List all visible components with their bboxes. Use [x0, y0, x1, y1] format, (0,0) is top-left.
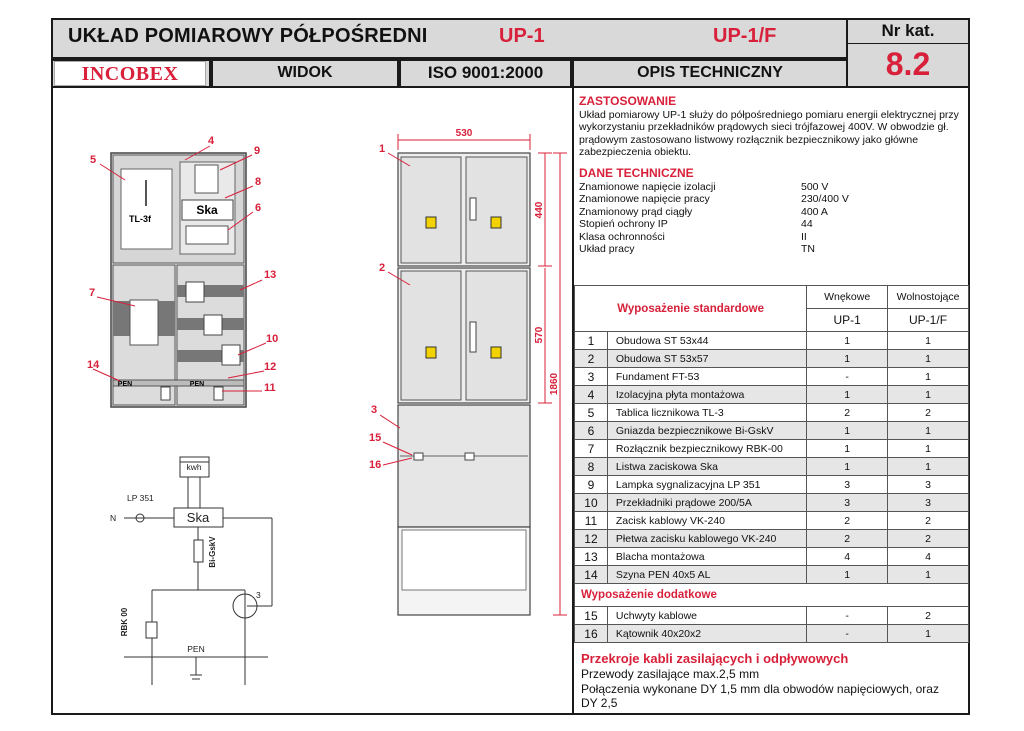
row-qty-b: 1 [888, 386, 969, 404]
row-qty-b: 2 [888, 512, 969, 530]
row-qty-a: 4 [807, 548, 888, 566]
schem-n: N [110, 513, 117, 523]
spec-label: Znamionowy prąd ciągły [579, 205, 693, 218]
row-number: 1 [575, 332, 608, 350]
catalog-value: 8.2 [885, 46, 931, 82]
row-name: Gniazda bezpiecznikowe Bi-GskV [607, 422, 806, 440]
row-number: 3 [575, 368, 608, 386]
ska-label: Ska [196, 203, 218, 217]
row-name: Rozłącznik bezpiecznikowy RBK-00 [607, 440, 806, 458]
row-qty-a: 1 [807, 386, 888, 404]
incobex-logo: INCOBEX [54, 61, 206, 86]
row-number: 14 [575, 566, 608, 584]
row-name: Izolacyjna płyta montażowa [607, 386, 806, 404]
row-number: 2 [575, 350, 608, 368]
row-name: Blacha montażowa [607, 548, 806, 566]
row-name: Fundament FT-53 [607, 368, 806, 386]
spec-value: 44 [801, 218, 813, 231]
callout-10: 10 [266, 333, 279, 345]
row-qty-a: 3 [807, 476, 888, 494]
row-number: 7 [575, 440, 608, 458]
row-qty-b: 2 [888, 530, 969, 548]
spec-value: II [801, 230, 807, 243]
row-qty-b: 1 [888, 458, 969, 476]
usage-text: Układ pomiarowy UP-1 służy do półpośredniego pomiaru energii elektrycznej przy wykorzystaniu przekładników prądowych sieci trójfazowej 400V. W obwodzie gł. prądowym zastosowano listwowy rozłącznik bezpiecznikowy jako główne zabezpieczenia obiektu. [579, 109, 959, 158]
callout-16: 16 [369, 459, 382, 471]
row-qty-b: 4 [888, 548, 969, 566]
pen-label: PEN [189, 381, 205, 388]
row-qty-b: 3 [888, 476, 969, 494]
spec-label: Znamionowe napięcie pracy [579, 193, 710, 206]
row-number: 16 [575, 625, 608, 643]
row-qty-b: 1 [888, 332, 969, 350]
cables-line: Przewody zasilające max.2,5 mm [581, 667, 760, 681]
dim-width: 530 [455, 128, 473, 139]
row-qty-b: 3 [888, 494, 969, 512]
col-b: UP-1/F [888, 309, 969, 332]
model-up1: UP-1 [499, 25, 545, 47]
col-a-top: Wnękowe [807, 286, 888, 309]
dim-570: 570 [534, 326, 545, 344]
standard-title: Wyposażenie standardowe [575, 286, 807, 332]
spec-value: 400 A [801, 205, 828, 218]
callout-13: 13 [264, 269, 277, 281]
row-qty-a: - [807, 368, 888, 386]
schem-3: 3 [256, 590, 261, 600]
row-qty-b: 1 [888, 440, 969, 458]
usage-title: ZASTOSOWANIE [579, 94, 677, 108]
row-qty-a: 1 [807, 440, 888, 458]
callout-7: 7 [89, 287, 96, 299]
schem-kwh: kwh [186, 462, 202, 472]
extra-title: Wyposażenie dodatkowe [575, 584, 969, 607]
row-qty-b: 2 [888, 607, 969, 625]
desc-label: OPIS TECHNICZNY [637, 64, 783, 81]
row-name: Obudowa ST 53x57 [607, 350, 806, 368]
schem-pen: PEN [187, 644, 205, 654]
callout-1: 1 [379, 143, 386, 155]
row-qty-a: 1 [807, 566, 888, 584]
schem-bi: Bi-GskV [208, 536, 217, 568]
row-name: Listwa zaciskowa Ska [607, 458, 806, 476]
callout-3: 3 [371, 404, 378, 416]
col-a: UP-1 [807, 309, 888, 332]
callout-2: 2 [379, 262, 386, 274]
pen-label: PEN [117, 381, 133, 388]
spec-value: TN [801, 243, 815, 256]
callout-5: 5 [90, 154, 97, 166]
schem-lp: LP 351 [127, 493, 154, 503]
model-up1f: UP-1/F [713, 25, 777, 47]
cabinet-view [398, 153, 530, 615]
view-label: WIDOK [277, 64, 333, 81]
row-number: 10 [575, 494, 608, 512]
row-qty-a: - [807, 607, 888, 625]
row-name: Obudowa ST 53x44 [607, 332, 806, 350]
spec-label: Układ pracy [579, 243, 635, 256]
callout-8: 8 [255, 176, 262, 188]
row-number: 13 [575, 548, 608, 566]
row-name: Uchwyty kablowe [607, 607, 806, 625]
cables-line: DY 2,5 [581, 696, 618, 710]
page-title: UKŁAD POMIAROWY PÓŁPOŚREDNI [68, 25, 428, 47]
schem-ska: Ska [186, 510, 210, 525]
row-qty-b: 1 [888, 422, 969, 440]
row-qty-a: 2 [807, 512, 888, 530]
row-qty-b: 1 [888, 368, 969, 386]
col-b-top: Wolnostojące [888, 286, 969, 309]
cabinet-callouts [369, 143, 385, 471]
row-qty-a: 1 [807, 350, 888, 368]
row-number: 8 [575, 458, 608, 476]
row-qty-a: 1 [807, 332, 888, 350]
callout-12: 12 [264, 361, 277, 373]
row-number: 15 [575, 607, 608, 625]
callout-9: 9 [254, 145, 261, 157]
row-name: Szyna PEN 40x5 AL [607, 566, 806, 584]
spec-label: Klasa ochronności [579, 230, 665, 243]
row-name: Przekładniki prądowe 200/5A [607, 494, 806, 512]
row-qty-a: 1 [807, 458, 888, 476]
dim-1860: 1860 [549, 372, 560, 396]
iso-label: ISO 9001:2000 [427, 63, 544, 82]
row-name: Zacisk kablowy VK-240 [607, 512, 806, 530]
row-qty-b: 1 [888, 350, 969, 368]
spec-label: Znamionowe napięcie izolacji [579, 181, 716, 193]
tl-label: TL-3f [129, 214, 151, 224]
callout-15: 15 [369, 432, 382, 444]
spec-value: 500 V [801, 181, 829, 193]
cables-title: Przekroje kabli zasilających i odpływowych [581, 651, 849, 666]
row-qty-b: 1 [888, 625, 969, 643]
callout-14: 14 [87, 359, 100, 371]
callout-11: 11 [264, 382, 276, 394]
catalog-label: Nr kat. [881, 21, 935, 40]
row-number: 4 [575, 386, 608, 404]
row-qty-a: 1 [807, 422, 888, 440]
row-qty-b: 2 [888, 404, 969, 422]
spec-label: Stopień ochrony IP [579, 218, 668, 231]
row-number: 11 [575, 512, 608, 530]
front-view [111, 153, 246, 407]
row-qty-a: 2 [807, 530, 888, 548]
row-number: 6 [575, 422, 608, 440]
row-name: Kątownik 40x20x2 [607, 625, 806, 643]
row-name: Płetwa zacisku kablowego VK-240 [607, 530, 806, 548]
schem-rbk: RBK 00 [120, 607, 129, 637]
row-name: Tablica licznikowa TL-3 [607, 404, 806, 422]
row-number: 9 [575, 476, 608, 494]
cables-line: Połączenia wykonane DY 1,5 mm dla obwodów napięciowych, oraz [581, 682, 939, 696]
row-number: 12 [575, 530, 608, 548]
row-qty-a: 3 [807, 494, 888, 512]
row-qty-a: 2 [807, 404, 888, 422]
row-qty-b: 1 [888, 566, 969, 584]
row-number: 5 [575, 404, 608, 422]
row-name: Lampka sygnalizacyjna LP 351 [607, 476, 806, 494]
dim-440: 440 [534, 201, 545, 219]
callout-6: 6 [255, 202, 262, 214]
callout-4: 4 [208, 135, 215, 147]
row-qty-a: - [807, 625, 888, 643]
tech-title: DANE TECHNICZNE [579, 166, 694, 180]
spec-value: 230/400 V [801, 193, 849, 206]
